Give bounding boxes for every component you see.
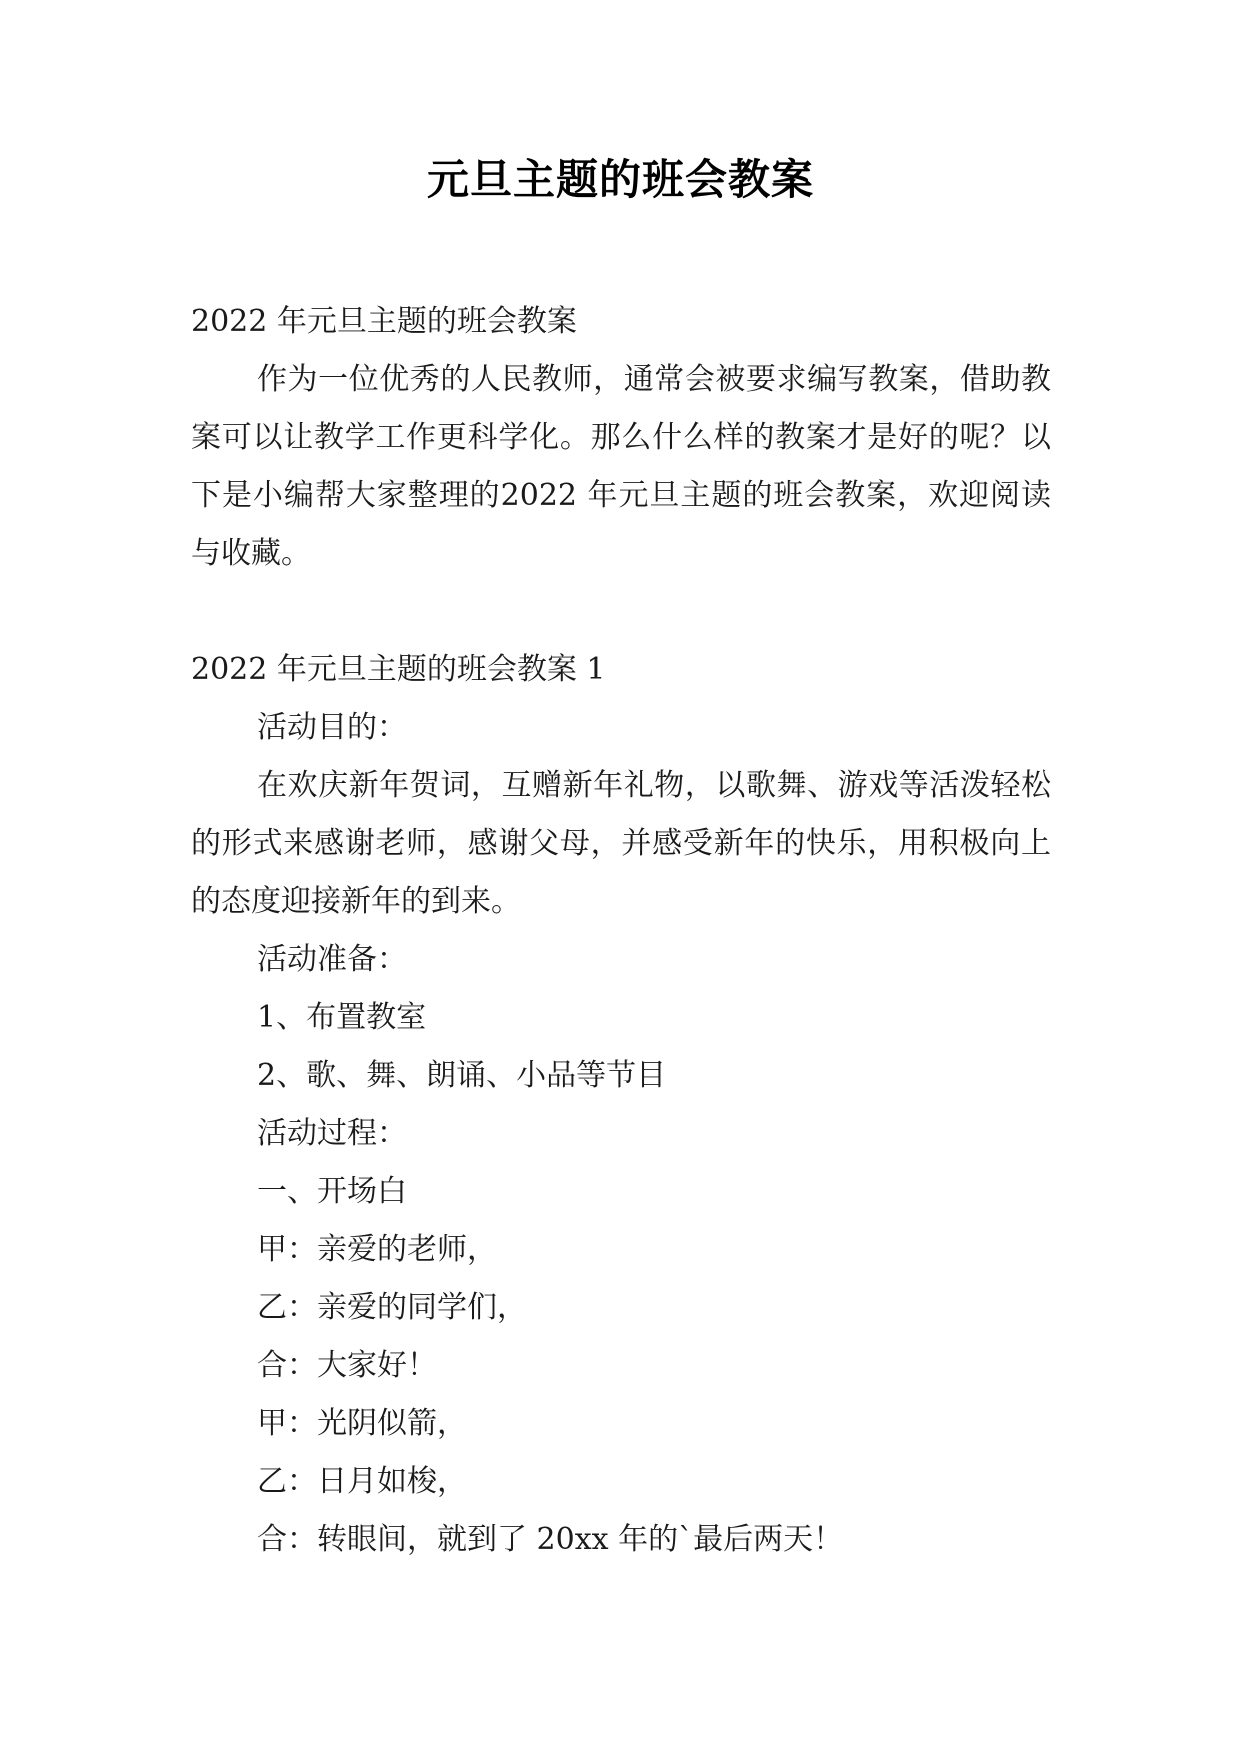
purpose-label: 活动目的： — [257, 710, 407, 745]
prep-item: 2、歌、舞、朗诵、小品等节目 — [257, 1058, 667, 1093]
prep-label: 活动准备： — [257, 942, 407, 977]
document-subtitle: 2022 年元旦主题的班会教案 — [191, 304, 577, 339]
process-line: 甲：亲爱的老师， — [257, 1232, 497, 1267]
process-line: 甲：光阴似箭， — [257, 1406, 467, 1441]
document-title: 元旦主题的班会教案 — [426, 155, 814, 204]
section-spacer — [191, 583, 1051, 641]
process-line: 合：转眼间，就到了 20xx 年的`最后两天！ — [257, 1522, 844, 1557]
prep-item: 1、布置教室 — [257, 1000, 427, 1035]
section-heading: 2022 年元旦主题的班会教案 1 — [191, 652, 606, 687]
process-line: 一、开场白 — [257, 1174, 407, 1209]
purpose-paragraph: 在欢庆新年贺词，互赠新年礼物，以歌舞、游戏等活泼轻松的形式来感谢老师，感谢父母，并感受新年的快乐，用积极向上的态度迎接新年的到来。 — [191, 768, 1051, 919]
process-line: 乙：日月如梭， — [257, 1464, 467, 1499]
process-label: 活动过程： — [257, 1116, 407, 1151]
process-line: 合：大家好！ — [257, 1348, 437, 1383]
process-line: 乙：亲爱的同学们， — [257, 1290, 527, 1325]
intro-paragraph: 作为一位优秀的人民教师，通常会被要求编写教案，借助教案可以让教学工作更科学化。那么什么样的教案才是好的呢？以下是小编帮大家整理的2022 年元旦主题的班会教案，欢迎阅读与收藏。 — [191, 362, 1051, 571]
document-body — [191, 293, 1051, 1569]
